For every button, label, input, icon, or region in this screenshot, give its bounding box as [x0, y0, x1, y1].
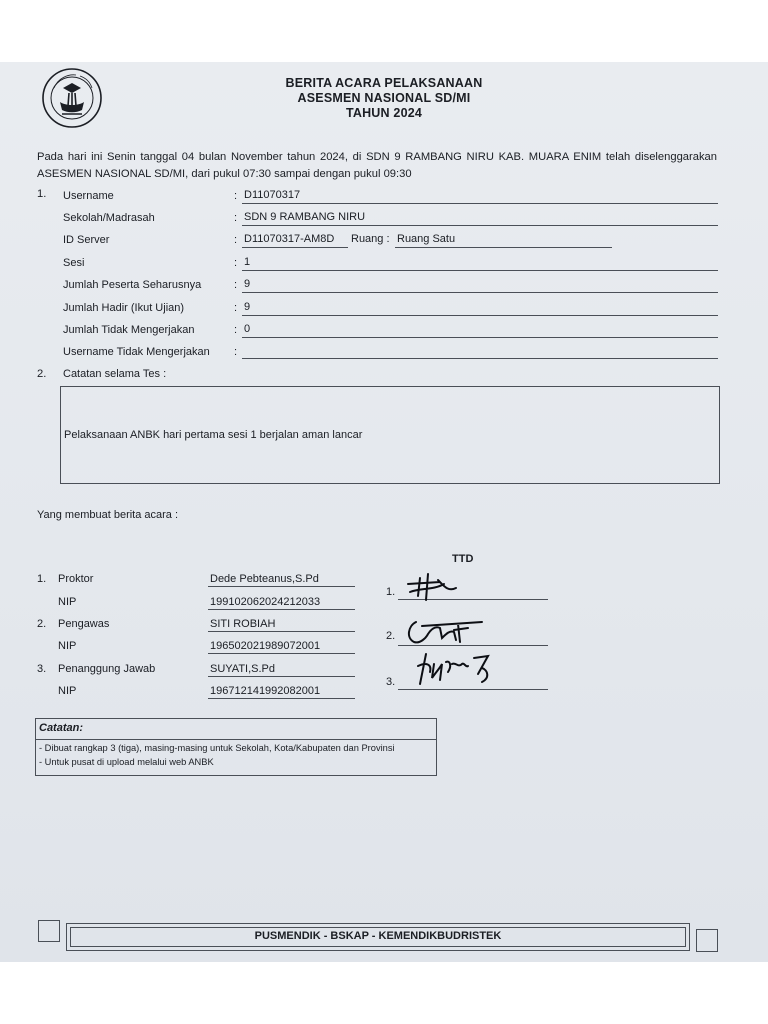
section-2-number: 2. [37, 368, 47, 380]
signature-3-number: 3. [386, 676, 396, 688]
field-value-peserta: 9 [244, 278, 251, 290]
signer-1-nip: 199102062024212033 [210, 596, 321, 608]
signer-2-name: SITI ROBIAH [210, 618, 276, 630]
signature-1 [400, 570, 470, 602]
title-line-1: BERITA ACARA PELAKSANAAN [285, 76, 483, 90]
catatan-line-1: - Dibuat rangkap 3 (tiga), masing-masing untuk Sekolah, Kota/Kabupaten dan Provinsi [39, 743, 395, 753]
notes-box [60, 386, 720, 484]
field-label-hadir: Jumlah Hadir (Ikut Ujian) [63, 302, 185, 314]
footer-bar [66, 923, 690, 951]
title-line-3: TAHUN 2024 [345, 106, 423, 120]
catatan-line-2: - Untuk pusat di upload melalui web ANBK [39, 757, 214, 767]
signer-2-nip: 196502021989072001 [210, 640, 321, 652]
field-underline [242, 203, 718, 204]
field-label-username-tidak: Username Tidak Mengerjakan [63, 346, 210, 358]
intro-paragraph: Pada hari ini Senin tanggal 04 bulan November tahun 2024, di SDN 9 RAMBANG NIRU KAB. MUARA ENIM telah diselenggarakan ASESMEN NASIONAL SD/MI, dari pukul 07:30 sampai dengan pukul 09:30 [37, 151, 717, 180]
footer-left-square [38, 920, 60, 942]
signer-2-number: 2. [37, 618, 47, 630]
field-value-sekolah: SDN 9 RAMBANG NIRU [244, 211, 366, 223]
catatan-header [36, 719, 436, 740]
signer-3-role: Penanggung Jawab [58, 663, 156, 675]
notes-text: Pelaksanaan ANBK hari pertama sesi 1 berjalan aman lancar [64, 429, 363, 441]
catatan-box [35, 718, 437, 776]
signers-intro: Yang membuat berita acara : [37, 509, 179, 521]
section-2-label: Catatan selama Tes : [63, 368, 167, 380]
signer-1-name: Dede Pebteanus,S.Pd [210, 573, 319, 585]
document-page: BERITA ACARA PELAKSANAAN ASESMEN NASIONAL SD/MI TAHUN 2024 Pada hari ini Senin tanggal 04 bulan November tahun 2024, di SDN 9 RAMBANG NIRU KAB. MUARA ENIM telah diselenggarakan ASESMEN NASIONAL SD/MI, dari pukul 07:30 sampai dengan pukul 09:30 1. Username : D11070317 Sekolah/Madrasah : SDN 9 RAMBANG NIRU ID Server : D11070317-AM8D Ruang : Ruang Satu Sesi : 1 Jumlah Peserta Seharusnya : 9 Jumlah Hadir (Ikut Ujian) : 9 Jumlah Tidak Mengerjakan : 0 Username Tidak Mengerjakan : 2. Catatan selama Tes : Pelaksanaan ANBK hari pertama sesi 1 berjalan aman lancar Yang membuat berita acara : TTD 1. Proktor Dede Pebteanus,S.Pd NIP 199102062024212033 1. 2. Pengawas SITI ROBIAH NIP 196502021989072001 2. 3. Penanggung Jawab SUYATI,S.Pd NIP 196712141992082001 3. Catatan: - Dibuat rangkap 3 (tiga), masing-masing untuk Sekolah, Kota/Kabupaten dan Provinsi - Untuk pusat di upload melalui web ANBK PUSMENDIK - BSKAP - KEMENDIKBUDRISTEK [0, 62, 768, 962]
field-underline [242, 270, 718, 271]
field-value-ruang: Ruang Satu [397, 233, 456, 245]
field-label-username: Username [63, 190, 114, 202]
title-line-2: ASESMEN NASIONAL SD/MI [297, 91, 471, 105]
field-label-ruang: Ruang : [351, 233, 390, 245]
field-label-id-server: ID Server [63, 234, 110, 246]
field-underline [395, 247, 612, 248]
footer-right-square [696, 929, 718, 952]
footer-text: PUSMENDIK - BSKAP - KEMENDIKBUDRISTEK [254, 930, 502, 942]
field-label-sesi: Sesi [63, 257, 85, 269]
field-value-tidak-mengerjakan: 0 [244, 323, 251, 335]
field-value-sesi: 1 [244, 256, 251, 268]
field-underline [242, 337, 718, 338]
field-underline [242, 225, 718, 226]
field-underline [242, 358, 718, 359]
signer-1-role: Proktor [58, 573, 94, 585]
signer-1-number: 1. [37, 573, 47, 585]
signer-2-role: Pengawas [58, 618, 110, 630]
signer-3-nip-label: NIP [58, 685, 77, 697]
signature-2-number: 2. [386, 630, 396, 642]
section-1-number: 1. [37, 188, 47, 200]
signer-3-name: SUYATI,S.Pd [210, 663, 276, 675]
field-value-id-server: D11070317-AM8D [244, 233, 335, 245]
signer-3-nip: 196712141992082001 [210, 685, 321, 697]
field-value-username: D11070317 [244, 189, 301, 201]
field-value-hadir: 9 [244, 301, 251, 313]
field-underline [242, 247, 348, 248]
field-underline [242, 292, 718, 293]
signer-1-nip-label: NIP [58, 596, 77, 608]
ttd-label: TTD [452, 553, 474, 565]
field-label-tidak-mengerjakan: Jumlah Tidak Mengerjakan [63, 324, 195, 336]
signature-1-number: 1. [386, 586, 396, 598]
signature-3 [412, 648, 504, 688]
signature-2 [402, 614, 492, 648]
signer-3-number: 3. [37, 663, 47, 675]
field-label-sekolah: Sekolah/Madrasah [63, 212, 155, 224]
signer-2-nip-label: NIP [58, 640, 77, 652]
field-underline [242, 315, 718, 316]
field-label-peserta: Jumlah Peserta Seharusnya [63, 279, 202, 291]
catatan-heading: Catatan: [39, 722, 84, 734]
